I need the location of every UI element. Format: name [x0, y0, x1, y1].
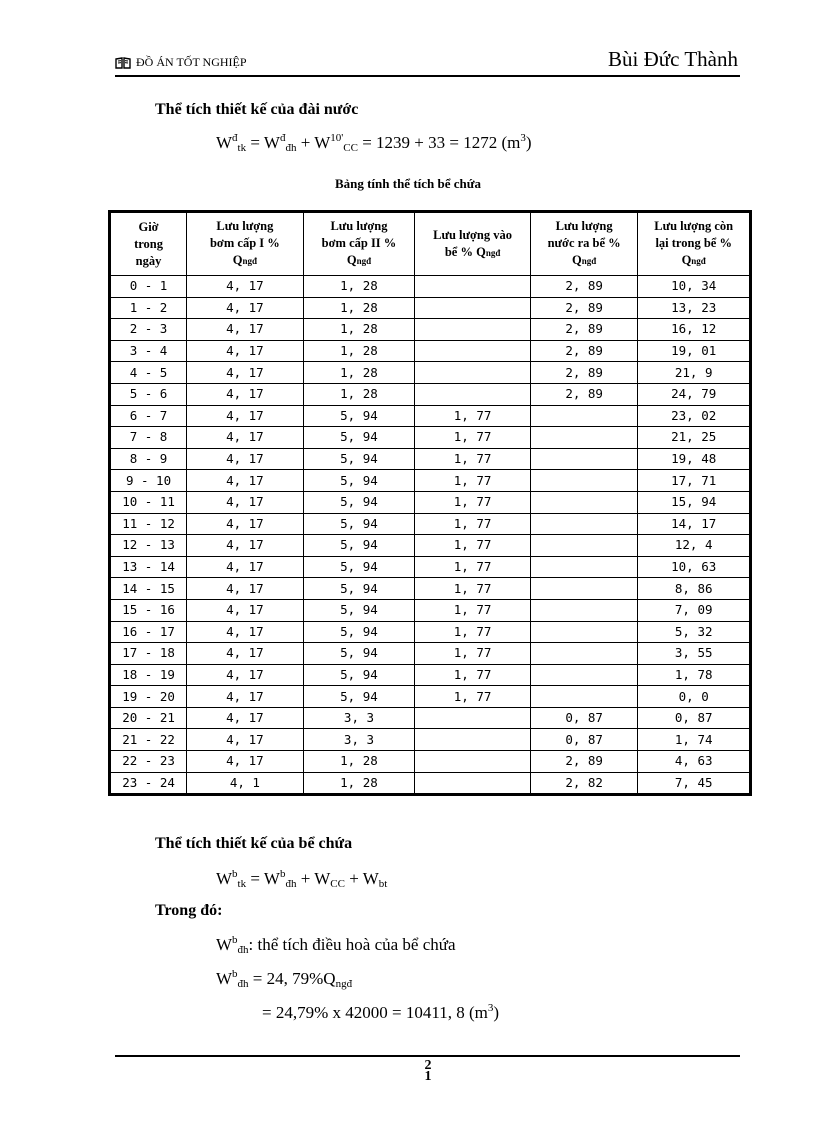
- table-row: [111, 405, 750, 427]
- table-cell: 1, 77: [415, 556, 531, 578]
- q-symbol: Q: [232, 253, 243, 267]
- table-cell: 5, 94: [303, 405, 415, 427]
- table-cell: 4, 17: [187, 405, 304, 427]
- table-cell: 2, 89: [530, 319, 638, 341]
- table-cell: 1, 77: [415, 621, 531, 643]
- table-cell: [530, 621, 638, 643]
- table-cell: 5, 94: [303, 599, 415, 621]
- formula-sup: đ: [232, 132, 238, 144]
- table-cell: [530, 491, 638, 513]
- table-row: [111, 556, 750, 578]
- table-cell: 5 - 6: [111, 383, 187, 405]
- table-cell: 6 - 7: [111, 405, 187, 427]
- table-row: [111, 729, 750, 751]
- table-row: [111, 513, 750, 535]
- table-row: [111, 383, 750, 405]
- table-cell: 1, 77: [415, 513, 531, 535]
- table-cell: 0, 87: [530, 729, 638, 751]
- table-cell: 3, 3: [303, 729, 415, 751]
- header-line: Lưu lượng: [555, 219, 613, 233]
- table-cell: 5, 94: [303, 470, 415, 492]
- table-cell: 5, 94: [303, 427, 415, 449]
- header-line: [531, 252, 638, 270]
- formula-sub: đh: [285, 878, 297, 890]
- formula-text: = 1239 + 33 = 1272 (m: [357, 133, 521, 152]
- formula-sup: b: [232, 868, 238, 880]
- header-line: [187, 252, 303, 270]
- table-cell: 16 - 17: [111, 621, 187, 643]
- table-cell: [415, 751, 531, 773]
- page-number: [418, 1060, 438, 1082]
- table-cell: 5, 94: [303, 535, 415, 557]
- table-cell: 4, 17: [187, 599, 304, 621]
- table-cell: 1, 78: [638, 664, 750, 686]
- regulating-volume-value: [216, 968, 352, 990]
- table-cell: [415, 319, 531, 341]
- table-cell: [415, 362, 531, 384]
- table-cell: [530, 686, 638, 708]
- table-row: [111, 578, 750, 600]
- formula-sub: đh: [237, 944, 249, 956]
- table-row: [111, 707, 750, 729]
- table-cell: 4, 17: [187, 643, 304, 665]
- table-cell: 7, 45: [638, 772, 750, 794]
- table-cell: 4, 17: [187, 276, 304, 298]
- table-cell: [530, 643, 638, 665]
- table-cell: 5, 94: [303, 513, 415, 535]
- table-cell: 4, 17: [187, 664, 304, 686]
- formula-text: = W: [246, 133, 280, 152]
- col-header-outflow: [530, 213, 638, 276]
- formula-symbol: W: [216, 935, 233, 954]
- table-cell: 8, 86: [638, 578, 750, 600]
- formula-sub: tk: [237, 878, 247, 890]
- table-cell: 1 - 2: [111, 297, 187, 319]
- table-row: [111, 643, 750, 665]
- header-line: [304, 252, 415, 270]
- table-cell: 1, 77: [415, 686, 531, 708]
- table-cell: 4, 17: [187, 513, 304, 535]
- table-cell: 15, 94: [638, 491, 750, 513]
- formula-sub: CC: [343, 142, 358, 154]
- table-cell: 1, 77: [415, 664, 531, 686]
- table-cell: 4, 17: [187, 383, 304, 405]
- table-cell: 4, 17: [187, 707, 304, 729]
- formula-text: = W: [246, 869, 280, 888]
- col-header-pump2: [303, 213, 415, 276]
- trong-do-label: Trong đó:: [155, 902, 223, 919]
- q-symbol: Q: [572, 253, 582, 267]
- header-text: bể %: [444, 244, 477, 259]
- table-cell: 5, 94: [303, 643, 415, 665]
- table-cell: 3 - 4: [111, 340, 187, 362]
- header-line: Lưu lượng vào: [433, 227, 513, 242]
- table-row: [111, 448, 750, 470]
- table-cell: 5, 94: [303, 448, 415, 470]
- table-cell: 1, 28: [303, 276, 415, 298]
- header-line: nước ra bể %: [547, 236, 621, 250]
- table-cell: 2, 89: [530, 297, 638, 319]
- table-header-row: [111, 213, 750, 276]
- formula-sup: b: [279, 868, 286, 880]
- table-cell: 5, 94: [303, 491, 415, 513]
- table-row: [111, 276, 750, 298]
- table-cell: 7, 09: [638, 599, 750, 621]
- table-cell: 3, 55: [638, 643, 750, 665]
- table-cell: [530, 578, 638, 600]
- header-line: [415, 244, 530, 262]
- table-row: [111, 362, 750, 384]
- header-title: ĐỒ ÁN TỐT NGHIỆP: [136, 55, 247, 69]
- formula-sup: 3: [487, 1002, 494, 1014]
- q-symbol: Q: [476, 244, 486, 259]
- table-cell: [530, 599, 638, 621]
- table-cell: 2, 89: [530, 383, 638, 405]
- table-row: [111, 772, 750, 794]
- table-cell: 2, 89: [530, 362, 638, 384]
- formula-symbol: W: [216, 133, 233, 152]
- header-author: Bùi Đức Thành: [608, 47, 738, 71]
- table-cell: 1, 28: [303, 297, 415, 319]
- table-cell: 5, 94: [303, 664, 415, 686]
- formula-sub: tk: [237, 142, 247, 154]
- table-cell: 4, 1: [187, 772, 304, 794]
- formula-sup: b: [232, 968, 238, 980]
- table-cell: [530, 405, 638, 427]
- table-cell: 4, 17: [187, 340, 304, 362]
- table-cell: 12 - 13: [111, 535, 187, 557]
- table-cell: [415, 276, 531, 298]
- header-line: bơm cấp II %: [321, 236, 397, 250]
- formula-text: + W: [344, 869, 379, 888]
- header-left: [115, 55, 247, 70]
- table-cell: 2, 89: [530, 751, 638, 773]
- table-cell: [415, 707, 531, 729]
- table-cell: [530, 664, 638, 686]
- table-cell: 4, 17: [187, 556, 304, 578]
- table-cell: 18 - 19: [111, 664, 187, 686]
- table-row: [111, 470, 750, 492]
- table-cell: 0, 0: [638, 686, 750, 708]
- table-cell: 11 - 12: [111, 513, 187, 535]
- q-subscript: ngđ: [581, 256, 597, 266]
- table-cell: 5, 94: [303, 556, 415, 578]
- table-cell: 21, 9: [638, 362, 750, 384]
- table-cell: 5, 94: [303, 686, 415, 708]
- table-cell: [530, 535, 638, 557]
- table-cell: 4, 17: [187, 427, 304, 449]
- table-cell: 17, 71: [638, 470, 750, 492]
- formula-sub: bt: [378, 878, 388, 890]
- table-cell: [415, 729, 531, 751]
- regulating-volume-calc: [262, 1002, 499, 1023]
- table-cell: 1, 77: [415, 427, 531, 449]
- table-cell: 3, 3: [303, 707, 415, 729]
- table-cell: 2, 89: [530, 276, 638, 298]
- header-rule: [115, 75, 740, 77]
- header-line: bơm cấp I %: [209, 236, 280, 250]
- table-cell: 23, 02: [638, 405, 750, 427]
- table-cell: [415, 383, 531, 405]
- table-cell: [415, 297, 531, 319]
- formula-text: = 24, 79%Q: [248, 969, 336, 988]
- formula-symbol: W: [216, 869, 233, 888]
- table-cell: 15 - 16: [111, 599, 187, 621]
- table-cell: 12, 4: [638, 535, 750, 557]
- table-row: [111, 319, 750, 341]
- table-cell: 4, 17: [187, 362, 304, 384]
- table-cell: 4, 17: [187, 621, 304, 643]
- table-cell: 1, 28: [303, 383, 415, 405]
- section2-heading: Thể tích thiết kế của bể chứa: [155, 835, 353, 852]
- table-cell: 4, 17: [187, 319, 304, 341]
- table-cell: 10 - 11: [111, 491, 187, 513]
- table-cell: 14 - 15: [111, 578, 187, 600]
- table-cell: 19, 48: [638, 448, 750, 470]
- header-line: [638, 252, 749, 270]
- table-cell: 21, 25: [638, 427, 750, 449]
- table-cell: 0 - 1: [111, 276, 187, 298]
- table-cell: 1, 74: [638, 729, 750, 751]
- table-row: [111, 427, 750, 449]
- table-cell: 4, 17: [187, 578, 304, 600]
- table-cell: 1, 77: [415, 448, 531, 470]
- table-row: [111, 535, 750, 557]
- table-cell: 4, 17: [187, 491, 304, 513]
- formula-sub: đh: [237, 978, 249, 990]
- table-cell: 1, 77: [415, 643, 531, 665]
- formula-text: + W: [296, 133, 331, 152]
- table-row: [111, 751, 750, 773]
- table-row: [111, 297, 750, 319]
- table-row: [111, 599, 750, 621]
- formula-sup: b: [232, 934, 238, 946]
- formula-text: : thể tích điều hoà của bể chứa: [248, 935, 456, 954]
- table-cell: 1, 77: [415, 535, 531, 557]
- header-line: lại trong bể %: [655, 236, 732, 250]
- table-row: [111, 621, 750, 643]
- formula-symbol: W: [216, 969, 233, 988]
- table-cell: 10, 63: [638, 556, 750, 578]
- header-line: Lưu lượng: [330, 219, 388, 233]
- table-cell: 4, 17: [187, 297, 304, 319]
- table-cell: 4, 17: [187, 448, 304, 470]
- table-cell: 13, 23: [638, 297, 750, 319]
- table-cell: [530, 448, 638, 470]
- header-line: Lưu lượng còn: [654, 219, 734, 233]
- table-cell: [530, 513, 638, 535]
- q-subscript: ngđ: [485, 247, 501, 258]
- table-cell: 20 - 21: [111, 707, 187, 729]
- table-cell: [415, 340, 531, 362]
- table-row: [111, 686, 750, 708]
- table-cell: 5, 94: [303, 578, 415, 600]
- book-icon: [115, 57, 131, 69]
- formula-text: ): [525, 133, 532, 152]
- header-line: Giờ: [138, 219, 159, 234]
- col-header-hour: [111, 213, 187, 276]
- formula-sub: CC: [330, 878, 345, 890]
- table-cell: [415, 772, 531, 794]
- table-cell: 4, 17: [187, 535, 304, 557]
- table-body: [111, 276, 750, 794]
- table-cell: 1, 28: [303, 340, 415, 362]
- formula-sub: đh: [285, 142, 297, 154]
- table-cell: 2, 82: [530, 772, 638, 794]
- table-cell: 0, 87: [638, 707, 750, 729]
- q-symbol: Q: [681, 253, 692, 267]
- table-cell: 4, 63: [638, 751, 750, 773]
- col-header-inflow: [415, 213, 531, 276]
- table-cell: 4, 17: [187, 729, 304, 751]
- footer-rule: [115, 1055, 740, 1057]
- formula-text: = 24,79% x 42000 = 10411, 8 (m: [262, 1003, 488, 1022]
- table-cell: 23 - 24: [111, 772, 187, 794]
- reservoir-volume-table: [108, 210, 752, 796]
- section1-heading: Thể tích thiết kế của đài nước: [155, 101, 359, 118]
- formula-sup: 3: [520, 132, 526, 144]
- table-cell: 2 - 3: [111, 319, 187, 341]
- table-cell: [530, 556, 638, 578]
- table-cell: 19 - 20: [111, 686, 187, 708]
- table-cell: 5, 94: [303, 621, 415, 643]
- header-line: ngày: [135, 253, 162, 268]
- header-line: trong: [134, 236, 163, 251]
- table-cell: 7 - 8: [111, 427, 187, 449]
- formula-text: ): [493, 1003, 500, 1022]
- q-symbol: Q: [346, 253, 357, 267]
- table-cell: 1, 28: [303, 772, 415, 794]
- formula-sup: 10': [330, 132, 344, 144]
- table-cell: 4, 17: [187, 470, 304, 492]
- table-cell: 1, 28: [303, 751, 415, 773]
- table-cell: 9 - 10: [111, 470, 187, 492]
- table-cell: 13 - 14: [111, 556, 187, 578]
- table-cell: 8 - 9: [111, 448, 187, 470]
- table-cell: 1, 77: [415, 405, 531, 427]
- table-caption: Bảng tính thể tích bể chứa: [334, 176, 482, 191]
- col-header-pump1: [187, 213, 304, 276]
- table-cell: [530, 427, 638, 449]
- formula-text: + W: [296, 869, 331, 888]
- header-line: Lưu lượng: [216, 219, 274, 233]
- col-header-remaining: [638, 213, 750, 276]
- page-number-top: 2: [424, 1058, 432, 1073]
- water-tower-formula: [216, 132, 532, 154]
- q-subscript: ngđ: [691, 256, 706, 266]
- table-cell: [530, 470, 638, 492]
- formula-sup: đ: [279, 132, 286, 144]
- table-cell: 1, 77: [415, 578, 531, 600]
- table-cell: 17 - 18: [111, 643, 187, 665]
- table-cell: 22 - 23: [111, 751, 187, 773]
- table-cell: 16, 12: [638, 319, 750, 341]
- page-number-bottom: 1: [424, 1069, 432, 1084]
- table-cell: 19, 01: [638, 340, 750, 362]
- table-cell: 14, 17: [638, 513, 750, 535]
- page-header: [115, 48, 740, 74]
- table-cell: 0, 87: [530, 707, 638, 729]
- table-cell: 10, 34: [638, 276, 750, 298]
- table-cell: 1, 28: [303, 362, 415, 384]
- table-cell: 1, 28: [303, 319, 415, 341]
- table-cell: 24, 79: [638, 383, 750, 405]
- table-cell: 4 - 5: [111, 362, 187, 384]
- table-cell: 1, 77: [415, 491, 531, 513]
- table-cell: 4, 17: [187, 686, 304, 708]
- q-subscript: ngđ: [242, 256, 257, 266]
- table-cell: 21 - 22: [111, 729, 187, 751]
- q-subscript: ngđ: [356, 256, 372, 266]
- formula-sub: ngđ: [335, 978, 353, 990]
- regulating-volume-def: [216, 934, 456, 956]
- table-cell: 5, 32: [638, 621, 750, 643]
- table-cell: 1, 77: [415, 599, 531, 621]
- reservoir-formula: [216, 868, 387, 890]
- table-row: [111, 340, 750, 362]
- table-cell: 1, 77: [415, 470, 531, 492]
- table-row: [111, 664, 750, 686]
- table-cell: 2, 89: [530, 340, 638, 362]
- table-row: [111, 491, 750, 513]
- table-cell: 4, 17: [187, 751, 304, 773]
